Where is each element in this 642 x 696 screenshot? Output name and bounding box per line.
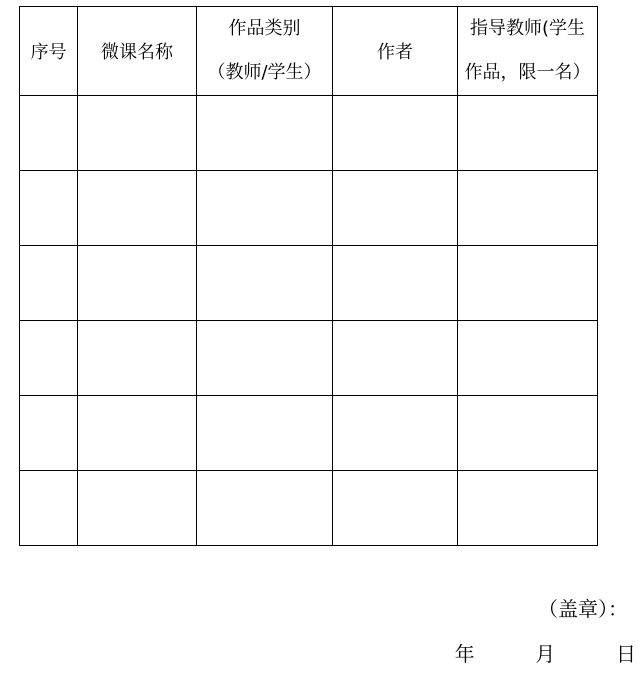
header-author: 作者 xyxy=(333,7,458,96)
date-day-label: 日 xyxy=(616,642,636,666)
date-line xyxy=(455,640,636,668)
table-cell[interactable] xyxy=(458,396,598,471)
header-advisor xyxy=(458,7,598,96)
entry-form-table xyxy=(19,6,598,546)
table-cell[interactable] xyxy=(20,396,78,471)
table-row xyxy=(20,171,598,246)
table-cell[interactable] xyxy=(458,321,598,396)
date-year-label: 年 xyxy=(454,642,475,666)
table-cell[interactable] xyxy=(197,396,333,471)
table-cell[interactable] xyxy=(197,96,333,171)
table-cell[interactable] xyxy=(20,246,78,321)
date-month-label: 月 xyxy=(535,642,556,666)
table-cell[interactable] xyxy=(197,246,333,321)
table-row xyxy=(20,321,598,396)
table-cell[interactable] xyxy=(333,96,458,171)
table-row xyxy=(20,471,598,546)
header-category-line1: 作品类别 xyxy=(228,18,301,39)
table-cell[interactable] xyxy=(458,171,598,246)
table-cell[interactable] xyxy=(78,396,197,471)
table-cell[interactable] xyxy=(333,321,458,396)
header-index: 序号 xyxy=(20,7,78,96)
header-category xyxy=(197,7,333,96)
table-cell[interactable] xyxy=(78,171,197,246)
table-cell[interactable] xyxy=(78,471,197,546)
table-cell[interactable] xyxy=(333,246,458,321)
table-cell[interactable] xyxy=(197,471,333,546)
table-cell[interactable] xyxy=(20,171,78,246)
table-row xyxy=(20,396,598,471)
table-cell[interactable] xyxy=(458,471,598,546)
table-cell[interactable] xyxy=(78,321,197,396)
table-cell[interactable] xyxy=(333,471,458,546)
table-cell[interactable] xyxy=(78,96,197,171)
table-cell[interactable] xyxy=(197,171,333,246)
table-row xyxy=(20,96,598,171)
table-cell[interactable] xyxy=(458,96,598,171)
table-cell[interactable] xyxy=(20,96,78,171)
table-cell[interactable] xyxy=(78,246,197,321)
table-cell[interactable] xyxy=(333,396,458,471)
table-cell[interactable] xyxy=(333,171,458,246)
table-cell[interactable] xyxy=(20,321,78,396)
table-cell[interactable] xyxy=(458,246,598,321)
table-cell[interactable] xyxy=(197,321,333,396)
header-category-line2: （教师/学生） xyxy=(207,62,322,83)
header-advisor-line1: 指导教师(学生 xyxy=(469,18,586,39)
header-advisor-line2: 作品，限一名） xyxy=(464,62,591,83)
table-cell[interactable] xyxy=(20,471,78,546)
header-course-name: 微课名称 xyxy=(78,7,197,96)
table-header-row xyxy=(20,7,598,96)
table-row xyxy=(20,246,598,321)
seal-label: （盖章）： xyxy=(538,597,628,621)
